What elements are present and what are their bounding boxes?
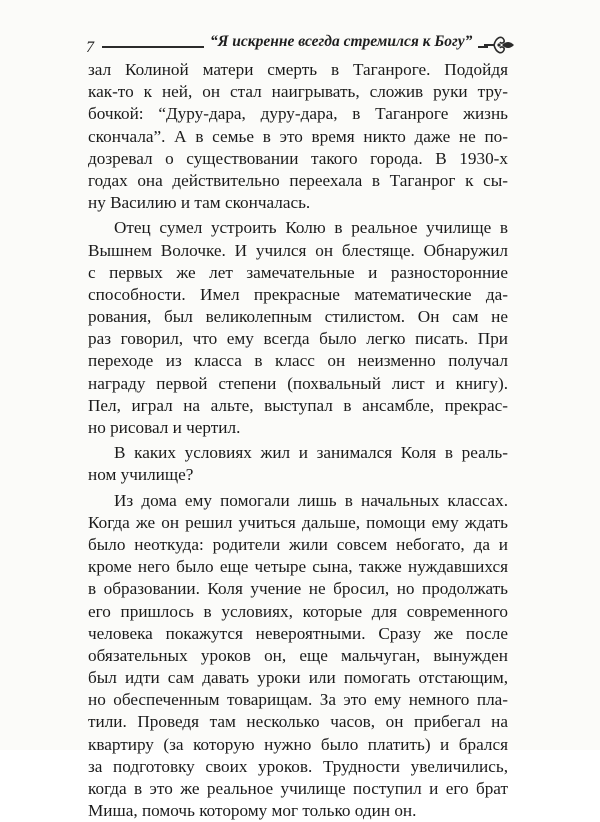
paragraph	[88, 490, 508, 822]
paragraph	[88, 217, 508, 439]
text-line: Отец сумел устроить Колю в реальное училище в	[114, 218, 508, 238]
text-line: годах она действительно переехала в Таганрог к сы-	[88, 170, 508, 190]
text-line: бочкой: “Дуру-дара, дуру-дара, в Таганроге жизнь	[88, 104, 508, 124]
running-title: “Я искренне всегда стремился к Богу”	[204, 33, 478, 51]
text-line: но обеспеченным товарищам. За это ему немного пла-	[88, 690, 508, 710]
text-line: способности. Имел прекрасные математические да-	[88, 284, 508, 304]
text-line: за подготовку своих уроков. Трудности увеличились,	[88, 756, 508, 776]
text-line: кроме него было еще четыре сына, также нуждавшихся	[88, 557, 508, 577]
paragraph	[88, 442, 508, 486]
text-line: зал Колиной матери смерть в Таганроге. Подойдя	[88, 60, 508, 79]
text-line: награду первой степени (похвальный лист и книгу).	[88, 373, 508, 393]
text-line: с первых же лет замечательные и разносторонние	[88, 262, 508, 282]
page-header	[86, 31, 516, 56]
text-line: как-то к ней, он стал наигрывать, сложив руки тру-	[88, 82, 508, 102]
fleuron-icon	[482, 31, 516, 59]
text-line: Миша, помочь которому мог только один он.	[88, 801, 417, 821]
text-line: было неоткуда: родители жили совсем небогато, да и	[88, 534, 508, 554]
page-number: 7	[86, 39, 94, 56]
paragraph	[88, 59, 508, 214]
text-line: дозревал о существовании такого города. В 1930-х	[88, 148, 508, 168]
text-line: Вышнем Волочке. И учился он блестяще. Обнаружил	[88, 240, 508, 260]
text-line: но рисовал и чертил.	[88, 418, 241, 437]
text-line: был идти сам давать уроки или помогать отстающим,	[88, 668, 508, 688]
text-line: Из дома ему помогали лишь в начальных классах.	[114, 490, 508, 510]
text-line: раз говорил, что ему всегда было легко писать. При	[88, 329, 508, 349]
text-line: его пришлось в условиях, которые для современного	[88, 601, 508, 621]
text-line: Когда же он решил учиться дальше, помощи ему ждать	[88, 512, 508, 532]
text-line: рования, был великолепным стилистом. Он сам не	[88, 307, 508, 327]
text-line: когда в это же реальное училище поступил и его брат	[88, 779, 508, 798]
text-line: переходе из класса в класс он неизменно получал	[88, 351, 508, 371]
text-line: В каких условиях жил и занимался Коля в реаль-	[114, 443, 508, 463]
text-line: человека покажутся невероятными. Сразу же после	[88, 623, 508, 643]
text-line: тили. Проведя там несколько часов, он прибегал на	[88, 712, 508, 732]
text-line: скончала”. А в семье в это время никто даже не по-	[88, 126, 508, 146]
text-line: ну Василию и там скончалась.	[88, 193, 311, 213]
text-line: обязательных уроков он, еще мальчуган, вынужден	[88, 645, 508, 665]
text-line: квартиру (за которую нужно было платить) и брался	[88, 734, 508, 754]
text-line: Пел, играл на альте, выступал в ансамбле, прекрас-	[88, 395, 508, 415]
text-line: ном училище?	[88, 465, 194, 485]
text-line: в образовании. Коля учение не бросил, но продолжать	[88, 579, 508, 599]
body-text	[88, 59, 508, 822]
